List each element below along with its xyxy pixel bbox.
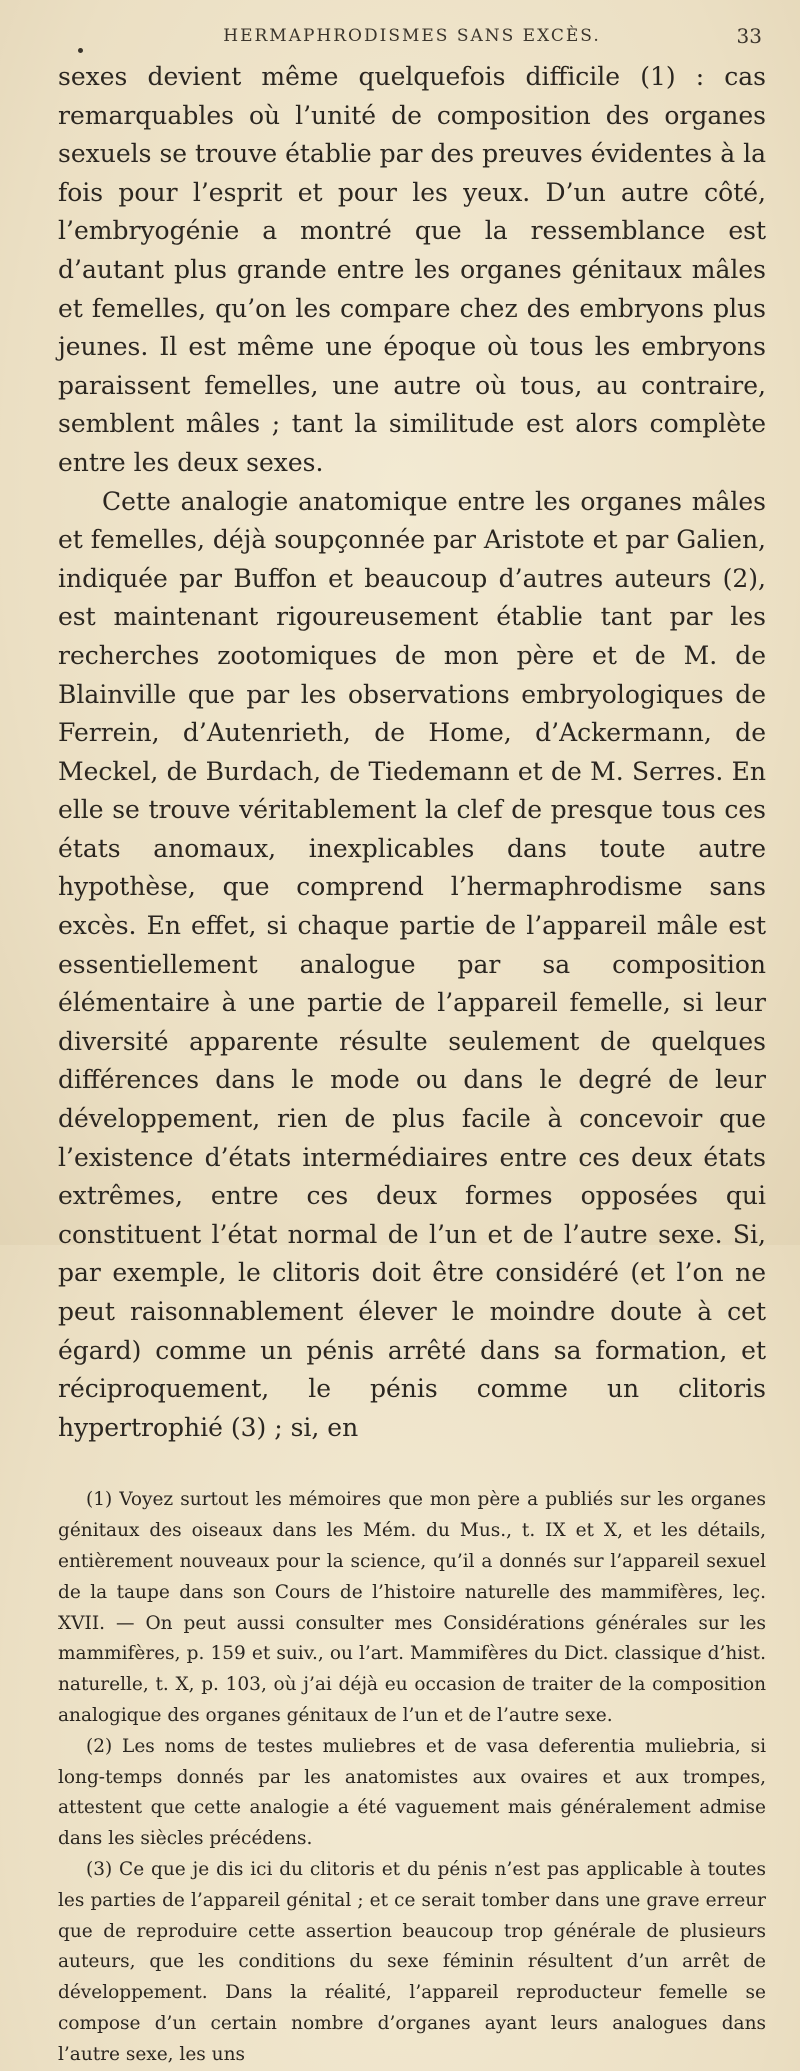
body-paragraph-2: Cette analogie anatomique entre les organes mâles et femelles, déjà soupçonnée par Aristote et par Galien, indiquée par Buffon et beaucoup d’autres auteurs (2), est maintenant rigoureusement établie tant par les recherches zootomiques de mon père et de M. de Blainville que par les observations embryologiques de Ferrein, d’Autenrieth, de Home, d’Ackermann, de Meckel, de Burdach, de Tiedemann et de M. Serres. En elle se trouve véritablement la clef de presque tous ces états anomaux, inexplicables dans toute autre hypothèse, que comprend l’hermaphrodisme sans excès. En effet, si chaque partie de l’appareil mâle est essentiellement analogue par sa composition élémentaire à une partie de l’appareil femelle, si leur diversité apparente résulte seulement de quelques différences dans le mode ou dans le degré de leur développement, rien de plus facile à concevoir que l’existence d’états intermédiaires entre ces deux états extrêmes, entre ces deux formes opposées qui constituent l’état normal de l’un et de l’autre sexe. Si, par exemple, le clitoris doit être considéré (et l’on ne peut raisonnablement élever le moindre doute à cet égard) comme un pénis arrêté dans sa formation, et réciproquement, le pénis comme un clitoris hypertrophié (3) ; si, en	[58, 486, 766, 1442]
footnotes	[58, 1485, 766, 2070]
running-head	[58, 18, 766, 54]
running-title: HERMAPHRODISMES SANS EXCÈS.	[223, 26, 601, 46]
body-text	[58, 58, 766, 1447]
page-number: 33	[736, 24, 762, 48]
footnote-2: (2) Les noms de testes muliebres et de vasa deferentia muliebria, si long-temps donnés par les anatomistes aux ovaires et aux trompes, attestent que cette analogie a été vaguement mais généralement admise dans les siècles précédens.	[58, 1735, 766, 1850]
footnote-3: (3) Ce que je dis ici du clitoris et du pénis n’est pas applicable à toutes les parties de l’appareil génital ; et ce serait tomber dans une grave erreur que de reproduire cette assertion beaucoup trop générale de plusieurs auteurs, que les conditions du sexe féminin résultent d’un arrêt de développement. Dans la réalité, l’appareil reproducteur femelle se compose d’un certain nombre d’organes ayant leurs analogues dans l’autre sexe, les uns	[58, 1858, 766, 2065]
body-paragraph-1: sexes devient même quelquefois difficile (1) : cas remarquables où l’unité de composition des organes sexuels se trouve établie par des preuves évidentes à la fois pour l’esprit et pour les yeux. D’un autre côté, l’embryogénie a montré que la ressemblance est d’autant plus grande entre les organes génitaux mâles et femelles, qu’on les compare chez des embryons plus jeunes. Il est même une époque où tous les embryons paraissent femelles, une autre où tous, au contraire, semblent mâles ; tant la similitude est alors complète entre les deux sexes.	[58, 62, 766, 477]
margin-mark	[78, 48, 83, 53]
footnote-1: (1) Voyez surtout les mémoires que mon père a publiés sur les organes génitaux des oiseaux dans les Mém. du Mus., t. IX et X, et les détails, entièrement nouveaux pour la science, qu’il a donnés sur l’appareil sexuel de la taupe dans son Cours de l’histoire naturelle des mammifères, leç. XVII. — On peut aussi consulter mes Considérations générales sur les mammifères, p. 159 et suiv., ou l’art. Mammifères du Dict. classique d’hist. naturelle, t. X, p. 103, où j’ai déjà eu occasion de traiter de la composition analogique des organes génitaux de l’un et de l’autre sexe.	[58, 1489, 766, 1726]
